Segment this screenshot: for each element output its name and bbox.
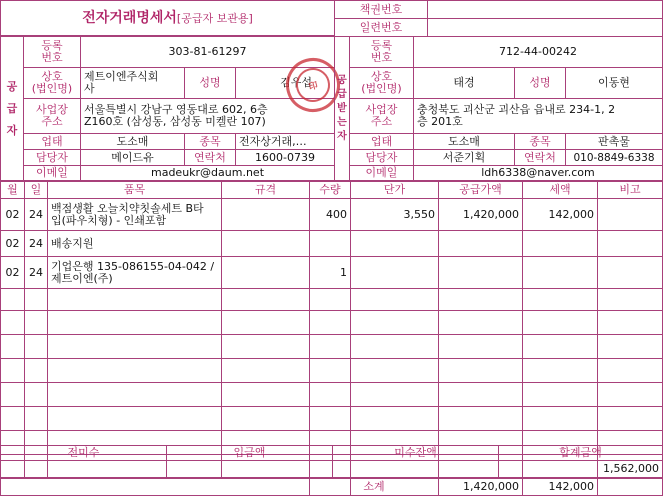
supplier-item-label: 종목 [184,133,236,150]
header-spec: 규격 [221,181,310,199]
table-cell-spec [221,358,310,383]
table-cell-spec [221,198,310,231]
table-cell-tax [522,406,598,431]
table-cell-spec [221,406,310,431]
table-cell-qty [309,406,351,431]
table-cell-day [24,288,48,311]
receiver-addr-value: 충청북도 괴산군 괴산읍 읍내로 234-1, 2 층 201호 [413,98,663,134]
subtotal-supply: 1,420,000 [438,478,523,496]
table-cell-month: 02 [0,256,25,289]
supplier-reg-value: 303-81-61297 [80,36,335,68]
table-cell-item [47,358,222,383]
table-cell-price [350,288,439,311]
table-cell-day [24,406,48,431]
table-cell-item [47,382,222,407]
table-cell-day [24,358,48,383]
table-cell-tax [522,256,598,289]
table-cell-qty [309,382,351,407]
table-cell-supply [438,358,523,383]
supplier-addr-label: 사업장 주소 [23,98,81,134]
table-cell-note [597,382,663,407]
table-cell-day: 24 [24,230,48,257]
table-cell-day: 24 [24,256,48,289]
table-cell-month [0,288,25,311]
receiver-biz-label: 업태 [349,133,414,150]
document-title: 전자거래명세서[공급자 보관용] [82,9,253,26]
supplier-addr-value: 서울특별시 강남구 영동대로 602, 6층 Z160호 (삼성동, 삼성동 미켈란 107) [80,98,335,134]
table-cell-month [0,382,25,407]
header-month: 월 [0,181,25,199]
header-item: 품목 [47,181,222,199]
table-cell-price: 3,550 [350,198,439,231]
table-cell-month [0,406,25,431]
table-cell-note [597,288,663,311]
header-note: 비고 [597,181,663,199]
subtotal-note [597,478,663,496]
table-cell-note [597,406,663,431]
table-cell-day [24,310,48,335]
table-cell-item: 기업은행 135-086155-04-042 / 제트이엔(주) [47,256,222,289]
table-cell-qty [309,288,351,311]
receiver-reg-label: 등록 번호 [349,36,414,68]
table-cell-qty: 400 [309,198,351,231]
table-cell-note [597,256,663,289]
table-cell-item: 백점생활 오늘치약칫솔세트 B타 입(파우치형) - 인쇄포함 [47,198,222,231]
header-price: 단가 [350,181,439,199]
receiver-name-value: 태경 [413,67,515,99]
table-cell-spec [221,230,310,257]
title-cell [0,0,335,36]
supplier-reg-label: 등록 번호 [23,36,81,68]
table-cell-supply [438,288,523,311]
supplier-biz-value: 도소매 [80,133,185,150]
table-cell-price [350,406,439,431]
table-cell-month [0,358,25,383]
table-cell-tax [522,310,598,335]
table-cell-spec [221,288,310,311]
receiver-manager-label: 담당자 [349,149,414,166]
table-cell-item [47,288,222,311]
table-cell-day: 24 [24,198,48,231]
table-cell-qty [309,310,351,335]
table-cell-supply [438,382,523,407]
table-cell-note [597,310,663,335]
table-cell-spec [221,310,310,335]
supplier-item-value: 전자상거래,… [235,133,335,150]
receiver-biz-value: 도소매 [413,133,515,150]
table-cell-month [0,310,25,335]
table-cell-note [597,334,663,359]
receiver-tel-label: 연락처 [514,149,566,166]
table-cell-qty: 1 [309,256,351,289]
table-cell-supply [438,334,523,359]
table-cell-spec [221,256,310,289]
table-cell-item [47,334,222,359]
table-cell-supply: 1,420,000 [438,198,523,231]
table-cell-item [47,406,222,431]
table-cell-tax [522,382,598,407]
table-cell-tax [522,334,598,359]
supplier-name-label: 상호 (법인명) [23,67,81,99]
supplier-email-value: madeukr@daum.net [80,165,335,181]
table-cell-qty [309,334,351,359]
receiver-rep-value: 이동현 [565,67,663,99]
serial-no-label: 일련번호 [334,18,428,37]
serial-no-value [427,18,663,37]
company-seal-stamp: 印 [280,52,346,118]
table-cell-note [597,358,663,383]
table-cell-month: 02 [0,198,25,231]
table-cell-note [597,198,663,231]
paid-amount-label: 입금액 [166,445,333,461]
table-cell-tax [522,230,598,257]
receiver-email-label: 이메일 [349,165,414,181]
subtotal-tax: 142,000 [522,478,598,496]
header-supply: 공급가액 [438,181,523,199]
receiver-addr-label: 사업장 주소 [349,98,414,134]
table-cell-month [0,334,25,359]
supplier-rep-value: 김우섭 [235,67,335,99]
table-cell-qty [309,230,351,257]
table-cell-day [24,382,48,407]
receiver-reg-value: 712-44-00242 [413,36,663,68]
book-no-label: 책권번호 [334,0,428,19]
table-cell-item [47,310,222,335]
table-cell-spec [221,382,310,407]
table-cell-price [350,358,439,383]
unpaid-balance-label: 미수잔액 [332,445,499,461]
table-cell-day [24,334,48,359]
table-cell-note [597,230,663,257]
supplier-email-label: 이메일 [23,165,81,181]
receiver-item-label: 종목 [514,133,566,150]
prev-unpaid-value [0,460,167,478]
receiver-item-value: 판촉물 [565,133,663,150]
table-cell-supply [438,406,523,431]
table-cell-tax: 142,000 [522,198,598,231]
header-day: 일 [24,181,48,199]
prev-unpaid-label: 전미수 [0,445,167,461]
unpaid-balance-value [332,460,499,478]
supplier-name-value: 제트이엔주식회 사 [80,67,185,99]
receiver-name-label: 상호 (법인명) [349,67,414,99]
table-cell-item: 배송지원 [47,230,222,257]
receiver-tel-value: 010-8849-6338 [565,149,663,166]
receiver-manager-value: 서준기획 [413,149,515,166]
table-cell-supply [438,230,523,257]
table-cell-price [350,230,439,257]
total-amount-label: 합계금액 [498,445,663,461]
table-cell-price [350,256,439,289]
supplier-manager-label: 담당자 [23,149,81,166]
supplier-rep-label: 성명 [184,67,236,99]
header-tax: 세액 [522,181,598,199]
supplier-tel-value: 1600-0739 [235,149,335,166]
table-cell-supply [438,256,523,289]
table-cell-price [350,310,439,335]
table-cell-spec [221,334,310,359]
table-cell-tax [522,288,598,311]
supplier-side-label: 공 급 자 [0,36,24,181]
supplier-tel-label: 연락처 [184,149,236,166]
supplier-biz-label: 업태 [23,133,81,150]
subtotal-label: 소계 [309,478,439,496]
table-cell-qty [309,358,351,383]
receiver-rep-label: 성명 [514,67,566,99]
header-qty: 수량 [309,181,351,199]
table-cell-month: 02 [0,230,25,257]
total-amount-value: 1,562,000 [498,460,663,478]
receiver-side-label: 공 급 받 는 자 [334,36,350,181]
table-cell-price [350,334,439,359]
table-cell-tax [522,358,598,383]
paid-amount-value [166,460,333,478]
table-cell-price [350,382,439,407]
subtotal-blank [0,478,351,496]
supplier-manager-value: 메이드유 [80,149,185,166]
receiver-email-value: ldh6338@naver.com [413,165,663,181]
table-cell-supply [438,310,523,335]
book-no-value [427,0,663,19]
